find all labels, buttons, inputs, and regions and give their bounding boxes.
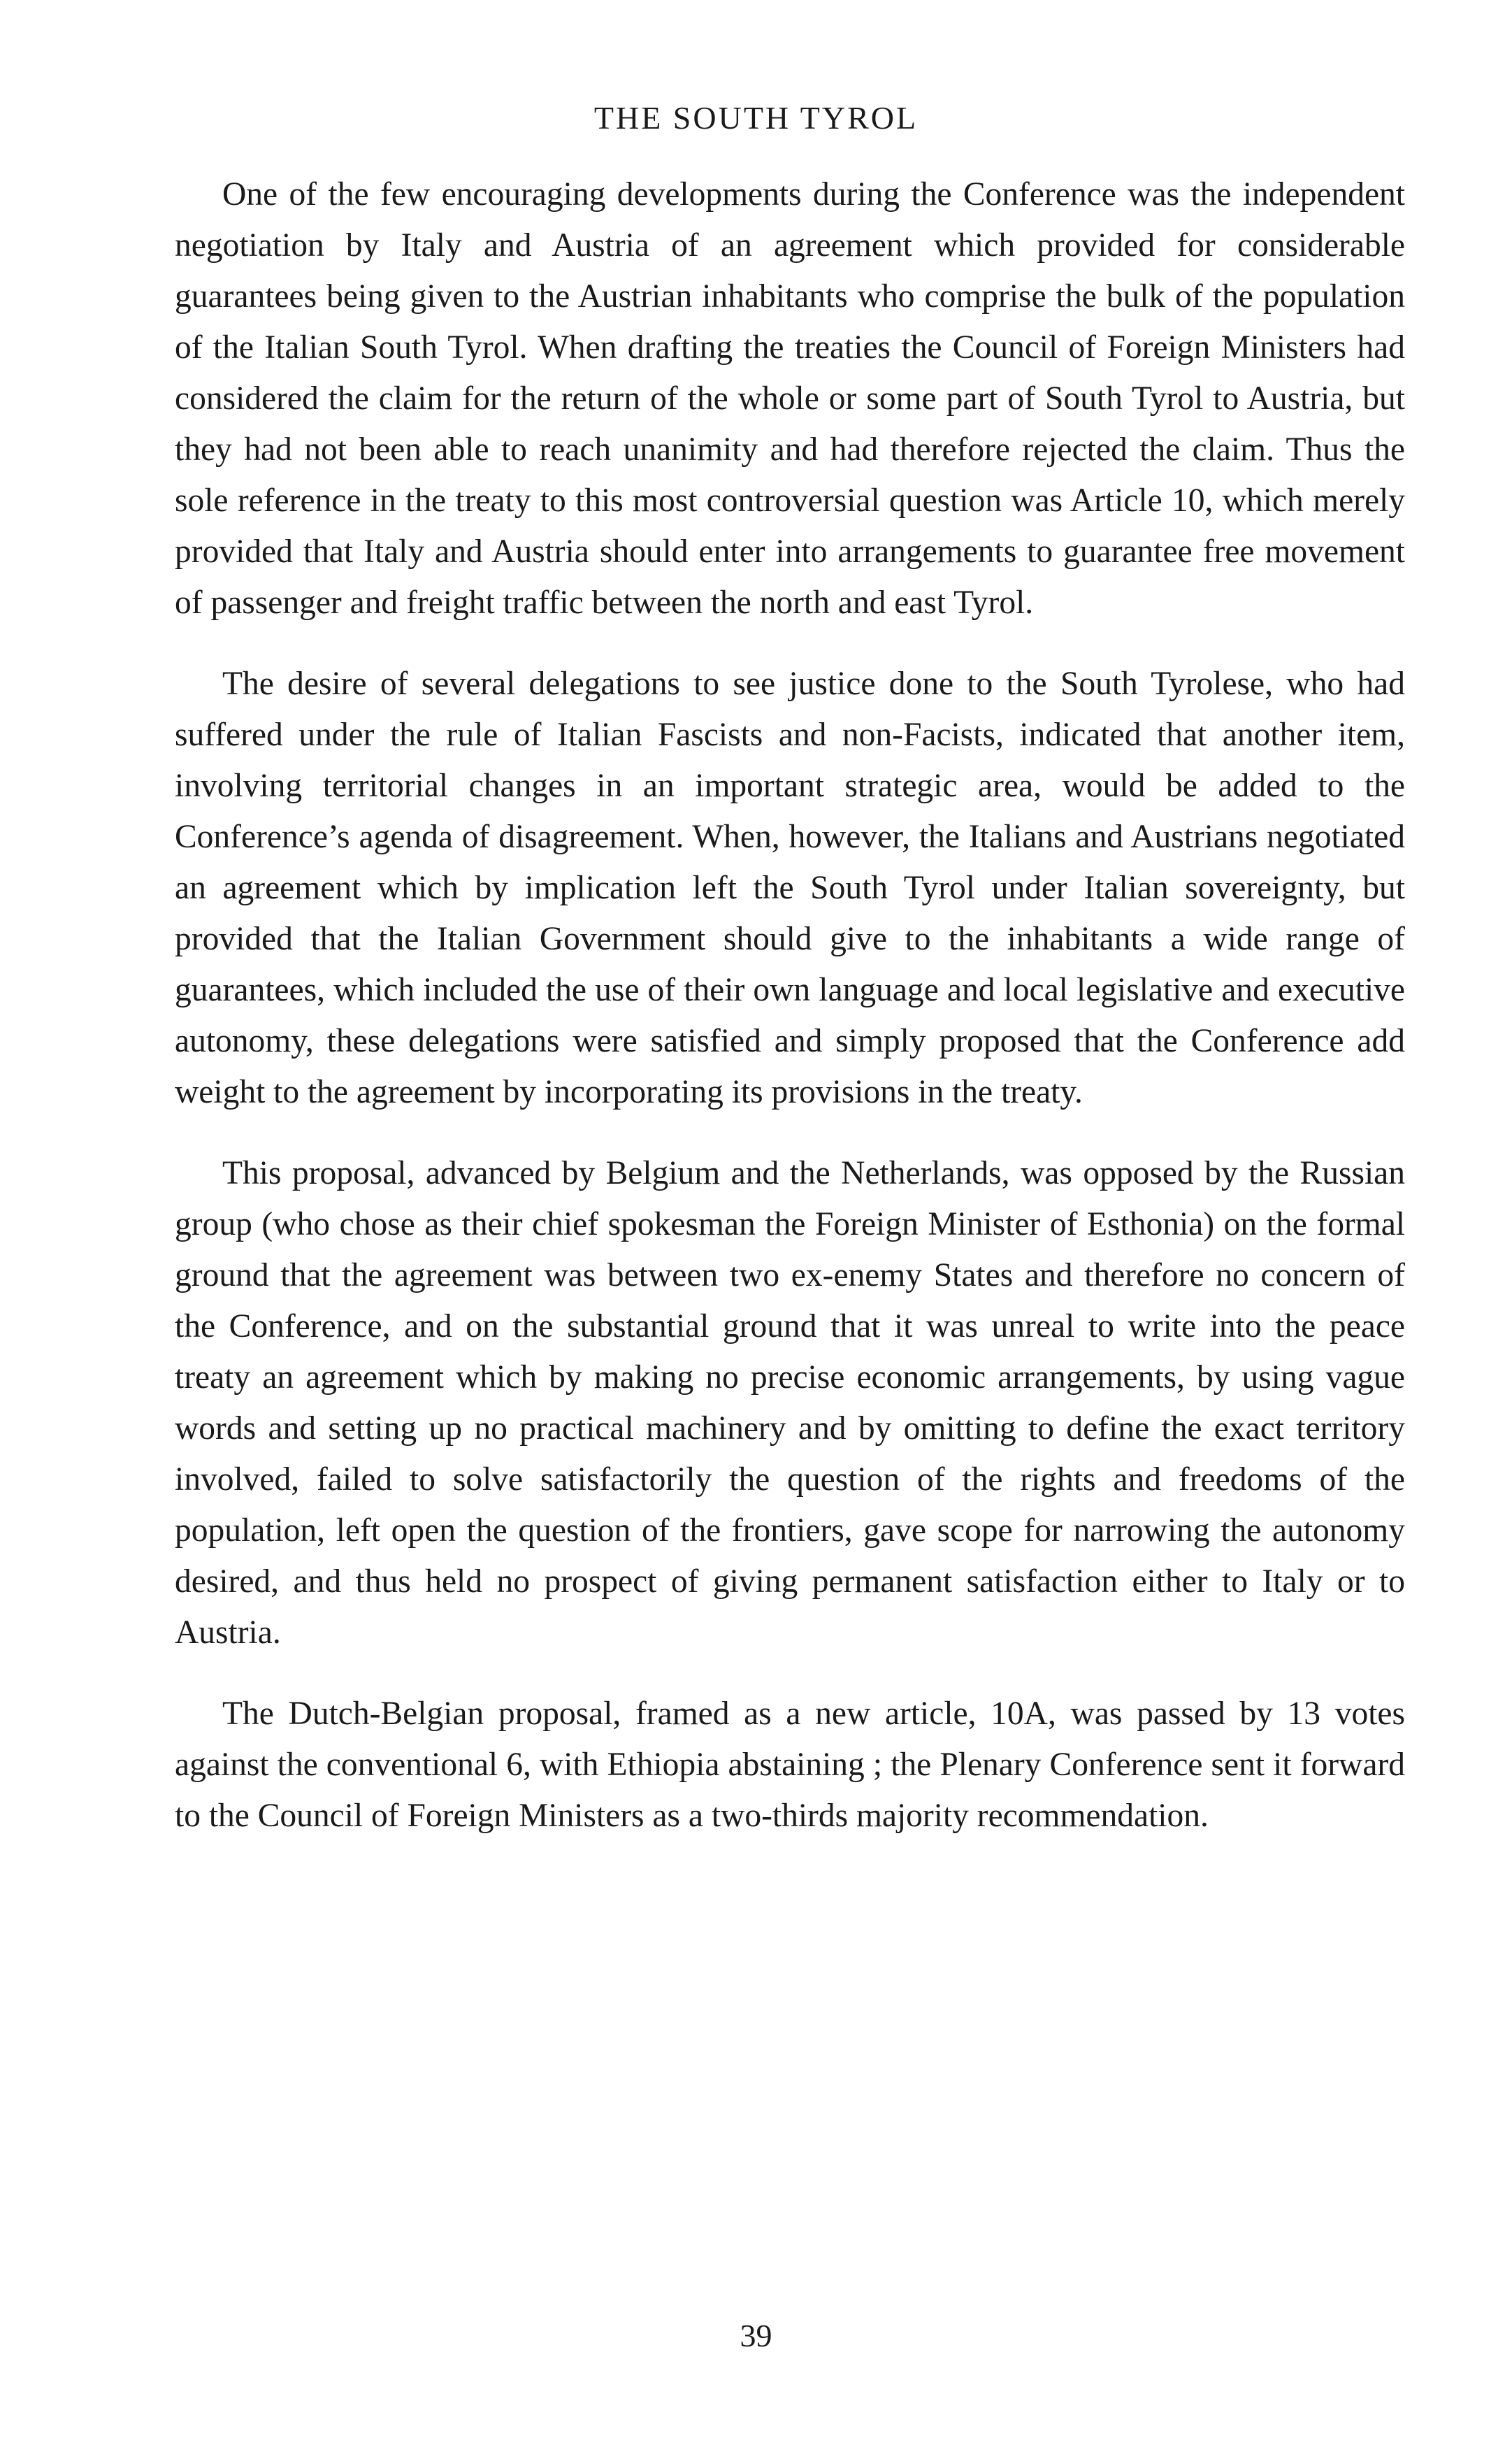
running-head: THE SOUTH TYROL — [593, 100, 919, 136]
paragraph-1: One of the few encouraging developments during the Conference was the independent negotiation by Italy and Austria of an agreement which provided for considerable guarantees being given to the Austrian inhabitants who comprise the bulk of the population of the Italian South Tyrol. When drafting the treaties the Council of Foreign Ministers had considered the claim for the return of the whole or some part of South Tyrol to Austria, but they had not been able to reach unanimity and had therefore rejected the claim. Thus the sole reference in the treaty to this most controversial question was Article 10, which merely provided that Italy and Austria should enter into arrangements to guarantee free movement of passenger and freight traffic between the north and east Tyrol. — [175, 176, 1405, 621]
body-text — [175, 169, 1405, 1842]
paragraph-4: The Dutch-Belgian proposal, framed as a new article, 10A, was passed by 13 votes against the conventional 6, with Ethiopia abstaining ; the Plenary Conference sent it forward to the Council of Foreign Ministers as a two-thirds majority recommendation. — [175, 1695, 1405, 1834]
page-number: 39 — [740, 2318, 772, 2353]
paragraph-2: The desire of several delegations to see justice done to the South Tyrolese, who had suffered under the rule of Italian Fascists and non-Facists, indicated that another item, involving territorial changes in an important strategic area, would be added to the Conference’s agenda of disagreement. When, however, the Italians and Austrians negotiated an agreement which by implication left the South Tyrol under Italian sovereignty, but provided that the Italian Government should give to the inhabitants a wide range of guarantees, which included the use of their own language and local legislative and executive autonomy, these delegations were satisfied and simply proposed that the Conference add weight to the agreement by incorporating its provisions in the treaty. — [175, 666, 1405, 1110]
paragraph-3: This proposal, advanced by Belgium and the Netherlands, was opposed by the Russian group (who chose as their chief spokesman the Foreign Minister of Esthonia) on the formal ground that the agreement was between two ex-enemy States and therefore no concern of the Conference, and on the substantial ground that it was unreal to write into the peace treaty an agreement which by making no precise economic arrangements, by using vague words and setting up no practical machinery and by omitting to define the exact territory involved, failed to solve satisfactorily the question of the rights and freedoms of the population, left open the question of the frontiers, gave scope for narrowing the autonomy desired, and thus held no prospect of giving permanent satisfaction either to Italy or to Austria. — [175, 1155, 1405, 1651]
